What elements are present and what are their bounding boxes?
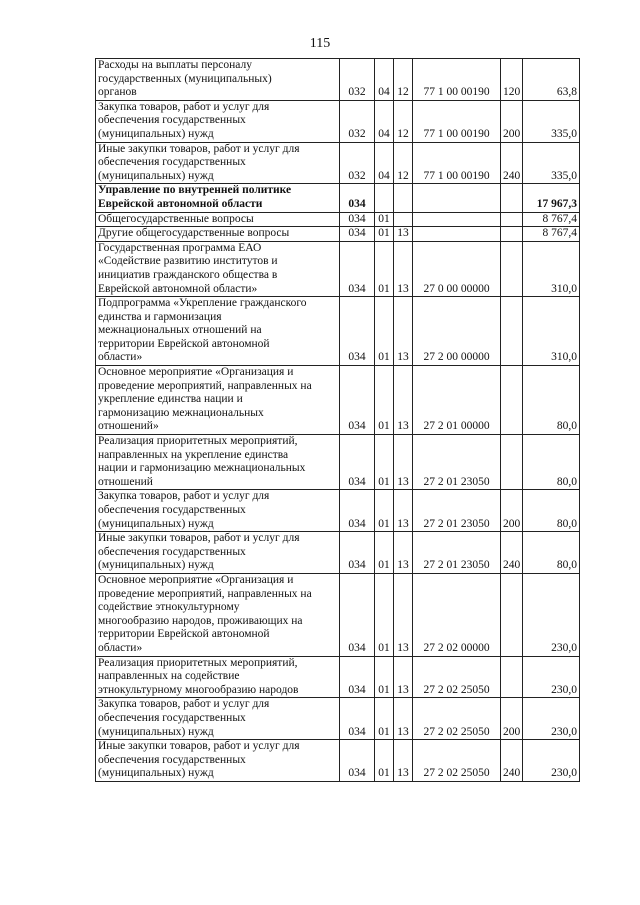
subsection-code-cell: 13 [394,490,413,532]
item-name-line: (муниципальных) нужд [98,767,214,780]
item-name-cell [96,698,340,740]
grbs-code-cell: 032 [340,100,375,142]
item-name-line: Еврейской автономной области» [98,282,258,295]
target-article-cell: 27 2 02 25050 [413,698,501,740]
subsection-code-cell [394,184,413,212]
amount-cell: 17 967,3 [523,184,580,212]
amount-cell: 230,0 [523,656,580,698]
subsection-code-cell: 13 [394,297,413,366]
subsection-code-cell: 13 [394,435,413,490]
expense-type-cell [501,212,523,227]
item-name-line: обеспечения государственных [98,114,246,127]
item-name-line: проведение мероприятий, направленных на [98,379,312,392]
table-row [96,656,580,698]
item-name-line: (муниципальных) нужд [98,725,214,738]
section-code-cell: 01 [375,490,394,532]
page-number: 115 [309,36,331,51]
table-row [96,435,580,490]
item-name-line: органов [98,86,137,99]
expense-type-cell [501,297,523,366]
item-name-line: (муниципальных) нужд [98,127,214,140]
target-article-cell [413,227,501,242]
item-name-line: Другие общегосударственные вопросы [98,227,290,240]
target-article-cell: 27 2 02 25050 [413,740,501,782]
item-name-line: нации и гармонизацию межнациональных [98,462,306,475]
section-code-cell: 01 [375,212,394,227]
table-row [96,212,580,227]
item-name-line: проведение мероприятий, направленных на [98,587,312,600]
table-row [96,698,580,740]
item-name-cell [96,100,340,142]
grbs-code-cell: 034 [340,573,375,656]
item-name-line: области» [98,351,143,364]
expense-type-cell [501,573,523,656]
item-name-line: направленных на укрепление единства [98,448,289,461]
item-name-line: Основное мероприятие «Организация и [98,366,294,379]
grbs-code-cell: 034 [340,366,375,435]
table-row [96,59,580,101]
grbs-code-cell: 034 [340,241,375,296]
item-name-line: отношений» [98,420,159,433]
section-code-cell [375,184,394,212]
item-name-line: Расходы на выплаты персоналу [98,59,252,71]
expense-type-cell [501,241,523,296]
grbs-code-cell: 034 [340,435,375,490]
expense-type-cell [501,227,523,242]
target-article-cell: 27 0 00 00000 [413,241,501,296]
target-article-cell [413,212,501,227]
subsection-code-cell: 13 [394,532,413,574]
grbs-code-cell: 034 [340,490,375,532]
item-name-line: межнациональных отношений на [98,324,262,337]
item-name-line: Реализация приоритетных мероприятий, [98,435,298,448]
section-code-cell: 01 [375,227,394,242]
item-name-cell [96,366,340,435]
item-name-line: Основное мероприятие «Организация и [98,573,294,586]
target-article-cell: 27 2 02 25050 [413,656,501,698]
table-row [96,573,580,656]
expense-type-cell [501,656,523,698]
table-row [96,227,580,242]
expense-type-cell: 200 [501,698,523,740]
subsection-code-cell: 13 [394,698,413,740]
expense-type-cell [501,184,523,212]
amount-cell: 8 767,4 [523,227,580,242]
item-name-cell [96,490,340,532]
amount-cell: 310,0 [523,241,580,296]
grbs-code-cell: 034 [340,532,375,574]
item-name-cell [96,297,340,366]
target-article-cell: 27 2 02 00000 [413,573,501,656]
amount-cell: 80,0 [523,435,580,490]
amount-cell: 230,0 [523,740,580,782]
item-name-cell [96,532,340,574]
section-code-cell: 01 [375,241,394,296]
item-name-line: обеспечения государственных [98,753,246,766]
item-name-cell [96,227,340,242]
item-name-line: содействие этнокультурному [98,601,240,614]
expense-type-cell: 120 [501,59,523,101]
expense-type-cell: 200 [501,100,523,142]
item-name-line: «Содействие развитию институтов и [98,255,278,268]
amount-cell: 230,0 [523,698,580,740]
item-name-line: государственных (муниципальных) [98,72,272,85]
item-name-line: Закупка товаров, работ и услуг для [98,100,270,113]
item-name-cell [96,740,340,782]
target-article-cell: 27 2 01 23050 [413,490,501,532]
section-code-cell: 01 [375,435,394,490]
table-row [96,366,580,435]
item-name-cell [96,184,340,212]
section-code-cell: 04 [375,142,394,184]
table-row [96,490,580,532]
grbs-code-cell: 034 [340,740,375,782]
item-name-line: территории Еврейской автономной [98,628,270,641]
item-name-line: обеспечения государственных [98,504,246,516]
item-name-line: гармонизацию межнациональных [98,406,264,419]
item-name-line: (муниципальных) нужд [98,559,214,572]
amount-cell: 310,0 [523,297,580,366]
budget-table [95,58,580,782]
target-article-cell: 77 1 00 00190 [413,100,501,142]
expense-type-cell: 240 [501,142,523,184]
item-name-cell [96,212,340,227]
amount-cell: 335,0 [523,100,580,142]
grbs-code-cell: 032 [340,142,375,184]
expense-type-cell: 240 [501,740,523,782]
table-row [96,100,580,142]
amount-cell: 80,0 [523,366,580,435]
item-name-line: Реализация приоритетных мероприятий, [98,656,298,669]
grbs-code-cell: 034 [340,656,375,698]
expense-type-cell [501,435,523,490]
item-name-line: Управление по внутренней политике [98,184,292,197]
amount-cell: 80,0 [523,532,580,574]
item-name-line: Закупка товаров, работ и услуг для [98,490,270,503]
item-name-line: Иные закупки товаров, работ и услуг для [98,532,300,545]
item-name-cell [96,241,340,296]
item-name-line: Еврейской автономной области [98,197,263,210]
subsection-code-cell: 12 [394,142,413,184]
subsection-code-cell: 13 [394,227,413,242]
item-name-line: Иные закупки товаров, работ и услуг для [98,142,300,155]
table-row [96,297,580,366]
item-name-line: области» [98,641,143,654]
item-name-cell [96,142,340,184]
section-code-cell: 01 [375,366,394,435]
expense-type-cell: 200 [501,490,523,532]
amount-cell: 8 767,4 [523,212,580,227]
section-code-cell: 01 [375,532,394,574]
section-code-cell: 01 [375,573,394,656]
item-name-line: Подпрограмма «Укрепление гражданского [98,297,307,310]
section-code-cell: 01 [375,698,394,740]
subsection-code-cell: 13 [394,656,413,698]
table-row [96,740,580,782]
item-name-line: территории Еврейской автономной [98,337,270,350]
amount-cell: 230,0 [523,573,580,656]
table-row [96,532,580,574]
grbs-code-cell: 034 [340,212,375,227]
table-row [96,142,580,184]
grbs-code-cell: 034 [340,698,375,740]
target-article-cell: 77 1 00 00190 [413,59,501,101]
expense-type-cell [501,366,523,435]
item-name-line: направленных на содействие [98,670,240,683]
budget-table-body [96,59,580,782]
item-name-cell [96,573,340,656]
amount-cell: 80,0 [523,490,580,532]
item-name-line: инициатив гражданского общества в [98,268,278,281]
item-name-line: обеспечения государственных [98,711,246,724]
target-article-cell: 77 1 00 00190 [413,142,501,184]
item-name-cell [96,656,340,698]
section-code-cell: 01 [375,740,394,782]
item-name-line: укрепление единства нации и [98,393,243,406]
item-name-line: Государственная программа ЕАО [98,241,262,254]
grbs-code-cell: 034 [340,227,375,242]
section-code-cell: 01 [375,297,394,366]
target-article-cell: 27 2 01 00000 [413,366,501,435]
item-name-line: (муниципальных) нужд [98,169,214,182]
item-name-line: обеспечения государственных [98,545,246,558]
target-article-cell: 27 2 00 00000 [413,297,501,366]
section-code-cell: 04 [375,59,394,101]
item-name-cell [96,59,340,101]
grbs-code-cell: 032 [340,59,375,101]
item-name-cell [96,435,340,490]
subsection-code-cell [394,212,413,227]
target-article-cell: 27 2 01 23050 [413,435,501,490]
subsection-code-cell: 13 [394,573,413,656]
item-name-line: Закупка товаров, работ и услуг для [98,698,270,711]
item-name-line: единства и гармонизация [98,310,222,323]
table-row [96,184,580,212]
subsection-code-cell: 12 [394,100,413,142]
item-name-line: многообразию народов, проживающих на [98,614,303,627]
section-code-cell: 04 [375,100,394,142]
subsection-code-cell: 13 [394,366,413,435]
target-article-cell [413,184,501,212]
amount-cell: 335,0 [523,142,580,184]
item-name-line: этнокультурному многообразию народов [98,683,299,696]
grbs-code-cell: 034 [340,184,375,212]
item-name-line: Общегосударственные вопросы [98,212,254,225]
grbs-code-cell: 034 [340,297,375,366]
section-code-cell: 01 [375,656,394,698]
expense-type-cell: 240 [501,532,523,574]
item-name-line: отношений [98,475,153,488]
amount-cell: 63,8 [523,59,580,101]
item-name-line: Иные закупки товаров, работ и услуг для [98,740,300,753]
subsection-code-cell: 12 [394,59,413,101]
subsection-code-cell: 13 [394,740,413,782]
item-name-line: обеспечения государственных [98,156,246,169]
item-name-line: (муниципальных) нужд [98,517,214,530]
table-row [96,241,580,296]
subsection-code-cell: 13 [394,241,413,296]
target-article-cell: 27 2 01 23050 [413,532,501,574]
